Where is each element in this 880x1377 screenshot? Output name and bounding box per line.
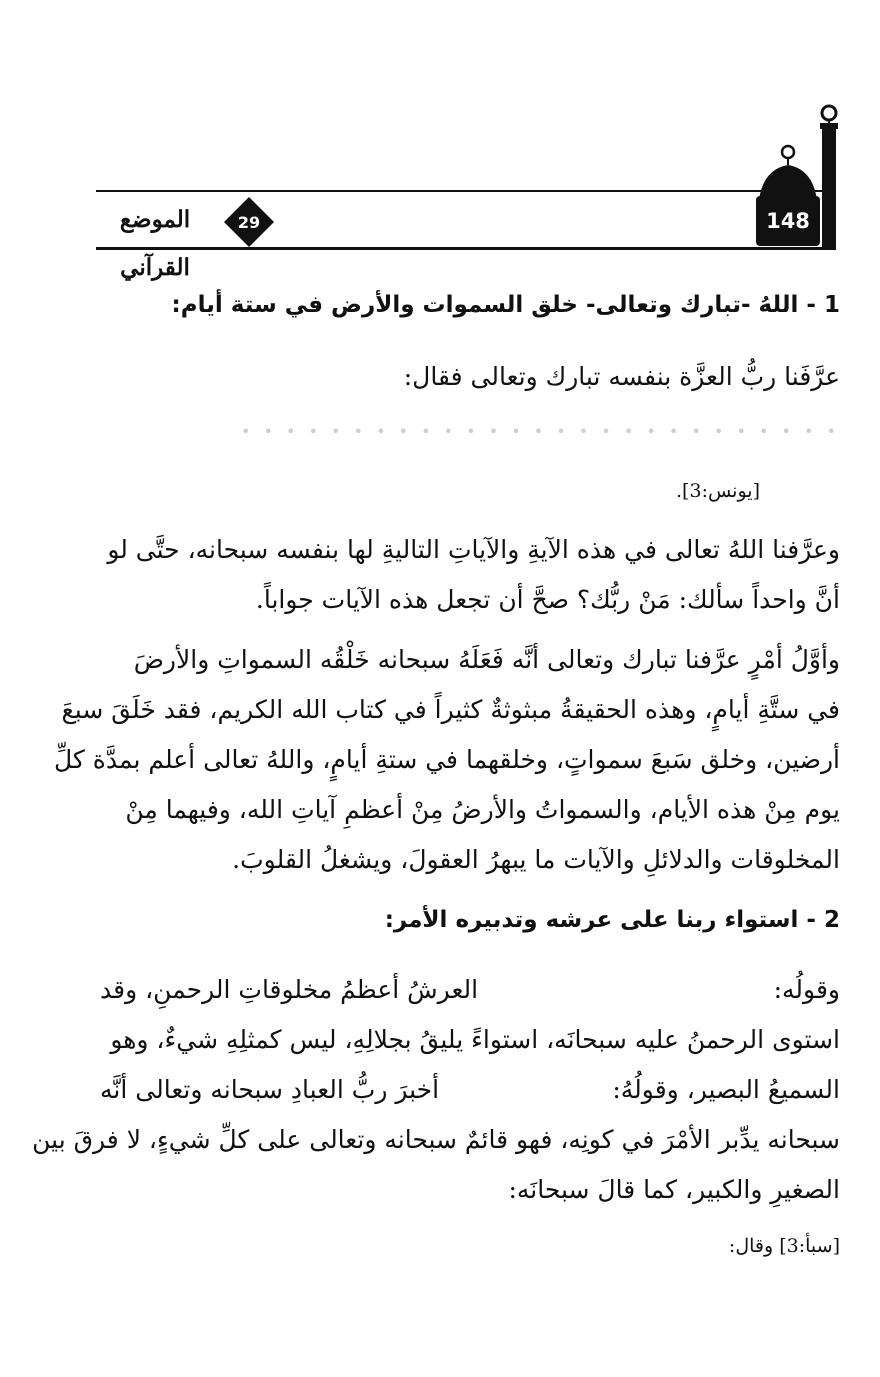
text-line: أرضين، وخلق سَبعَ سمواتٍ، وخلقهما في ستةِ أيامٍ، واللهُ تعالى أعلم بمدَّة كلِّ (53, 745, 840, 774)
page-header (0, 0, 880, 281)
text-line: وقولُه: (773, 975, 840, 1004)
text-line: الصغيرِ والكبير، كما قالَ سبحانَه: (508, 1175, 840, 1204)
section-heading-2: 2 - استواء ربنا على عرشه وتدبيره الأمر: (384, 907, 840, 933)
text-line: في ستَّةِ أيامٍ، وهذه الحقيقةُ مبثوثةٌ كثيراً في كتاب الله الكريم، فقد خَلَقَ سبعَ (61, 695, 840, 724)
page-number: 148 (756, 196, 820, 246)
verse-reference: [سبأ:3] وقال: (728, 1235, 840, 1257)
text-line: أنَّ واحداً سألك: مَنْ ربُّك؟ صحَّ أن تجعل هذه الآيات جواباً. (255, 585, 840, 614)
header-rule-bottom (96, 247, 824, 250)
text-line: المخلوقات والدلائلِ والآيات ما يبهرُ العقولَ، ويشغلُ القلوبَ. (232, 845, 840, 874)
text-line: السميعُ البصير، وقولُهُ: (612, 1075, 840, 1104)
text-line: وأوَّلُ أمْرٍ عرَّفنا تبارك وتعالى أنَّه فَعَلَهُ سبحانه خَلْقُه السمواتِ والأرضَ (133, 645, 840, 674)
section-heading-1: 1 - اللهُ -تبارك وتعالى- خلق السموات والأرض في ستة أيام: (171, 292, 840, 318)
book-title: الموضع القرآني (119, 206, 191, 281)
chapter-number: 29 (237, 212, 261, 232)
text-line: عرَّفَنا ربُّ العزَّة بنفسه تبارك وتعالى فقال: (403, 362, 840, 391)
text-line: أخبرَ ربُّ العبادِ سبحانه وتعالى أنَّه (100, 1075, 440, 1104)
text-line: سبحانه يدِّبر الأمْرَ في كونِه، فهو قائمٌ سبحانه وتعالى على كلِّ شيءٍ، لا فرقَ بين (32, 1125, 840, 1154)
header-rule (96, 190, 824, 192)
faint-verse-line: • • • • • • • • • • • • • • • • • • • • • • • • • • • (240, 422, 840, 441)
text-line: استوى الرحمنُ عليه سبحانَه، استواءً يليقُ بجلالِهِ، ليس كمثلِهِ شيءٌ، وهو (110, 1025, 840, 1054)
text-line: يوم مِنْ هذه الأيام، والسمواتُ والأرضُ مِنْ أعظمِ آياتِ الله، وفيهما مِنْ (125, 795, 840, 824)
text-line: وعرَّفنا اللهُ تعالى في هذه الآيةِ والآياتِ التاليةِ لها بنفسه سبحانه، حتَّى لو (107, 535, 840, 564)
text-line: العرشُ أعظمُ مخلوقاتِ الرحمنِ، وقد (100, 975, 479, 1004)
verse-reference: [يونس:3]. (676, 480, 760, 502)
